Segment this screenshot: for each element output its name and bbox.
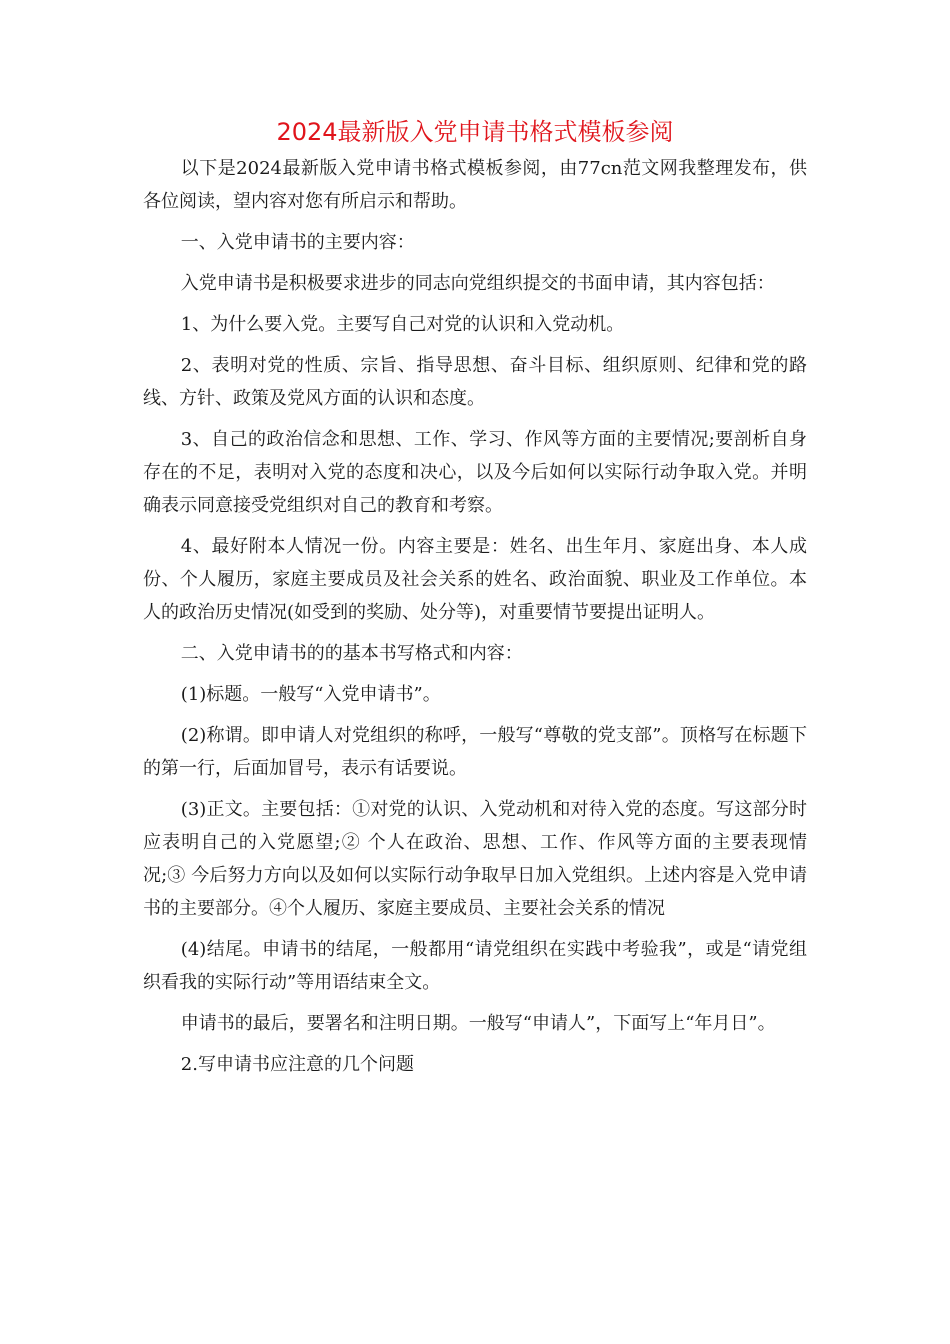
section-heading-3: 2.写申请书应注意的几个问题 <box>180 1054 414 1075</box>
section-heading-2: 二、入党申请书的的基本书写格式和内容： <box>180 643 523 664</box>
paragraph: 入党申请书是积极要求进步的同志向党组织提交的书面申请，其内容包括： <box>180 273 775 294</box>
format-item-body: (3)正文。主要包括：①对党的认识、入党动机和对待入党的态度。写这部分时应表明自己的入党愿望;② 个人在政治、思想、工作、作风等方面的主要表现情况;③ 今后努力方向以及如何以实际行动争取早日加入党组织。上述内容是入党申请书的主要部分。④个人履历、家庭主要成员、主要社会关系的情况 <box>143 799 807 919</box>
format-item-salutation: (2)称谓。即申请人对党组织的称呼，一般写“尊敬的党支部”。顶格写在标题下的第一行，后面加冒号，表示有话要说。 <box>143 725 807 779</box>
paragraph-intro: 以下是2024最新版入党申请书格式模板参阅，由77cn范文网我整理发布，供各位阅读，望内容对您有所启示和帮助。 <box>143 158 807 212</box>
list-item-3: 3、自己的政治信念和思想、工作、学习、作风等方面的主要情况;要剖析自身存在的不足，表明对入党的态度和决心，以及今后如何以实际行动争取入党。并明确表示同意接受党组织对自己的教育和考察。 <box>143 429 807 516</box>
list-item-4: 4、最好附本人情况一份。内容主要是：姓名、出生年月、家庭出身、本人成份、个人履历，家庭主要成员及社会关系的姓名、政治面貌、职业及工作单位。本人的政治历史情况(如受到的奖励、处分等)，对重要情节要提出证明人。 <box>143 536 807 623</box>
format-item-title: (1)标题。一般写“入党申请书”。 <box>180 684 441 705</box>
list-item-2: 2、表明对党的性质、宗旨、指导思想、奋斗目标、组织原则、纪律和党的路线、方针、政策及党风方面的认识和态度。 <box>143 355 807 409</box>
format-item-ending: (4)结尾。申请书的结尾，一般都用“请党组织在实践中考验我”，或是“请党组织看我的实际行动”等用语结束全文。 <box>143 939 807 993</box>
list-item-1: 1、为什么要入党。主要写自己对党的认识和入党动机。 <box>180 314 625 335</box>
document-body <box>143 152 807 1081</box>
paragraph-signature: 申请书的最后，要署名和注明日期。一般写“申请人”，下面写上“年月日”。 <box>180 1013 776 1034</box>
section-heading-1: 一、入党申请书的主要内容： <box>180 232 415 253</box>
document-title: 2024最新版入党申请书格式模板参阅 <box>276 118 674 146</box>
